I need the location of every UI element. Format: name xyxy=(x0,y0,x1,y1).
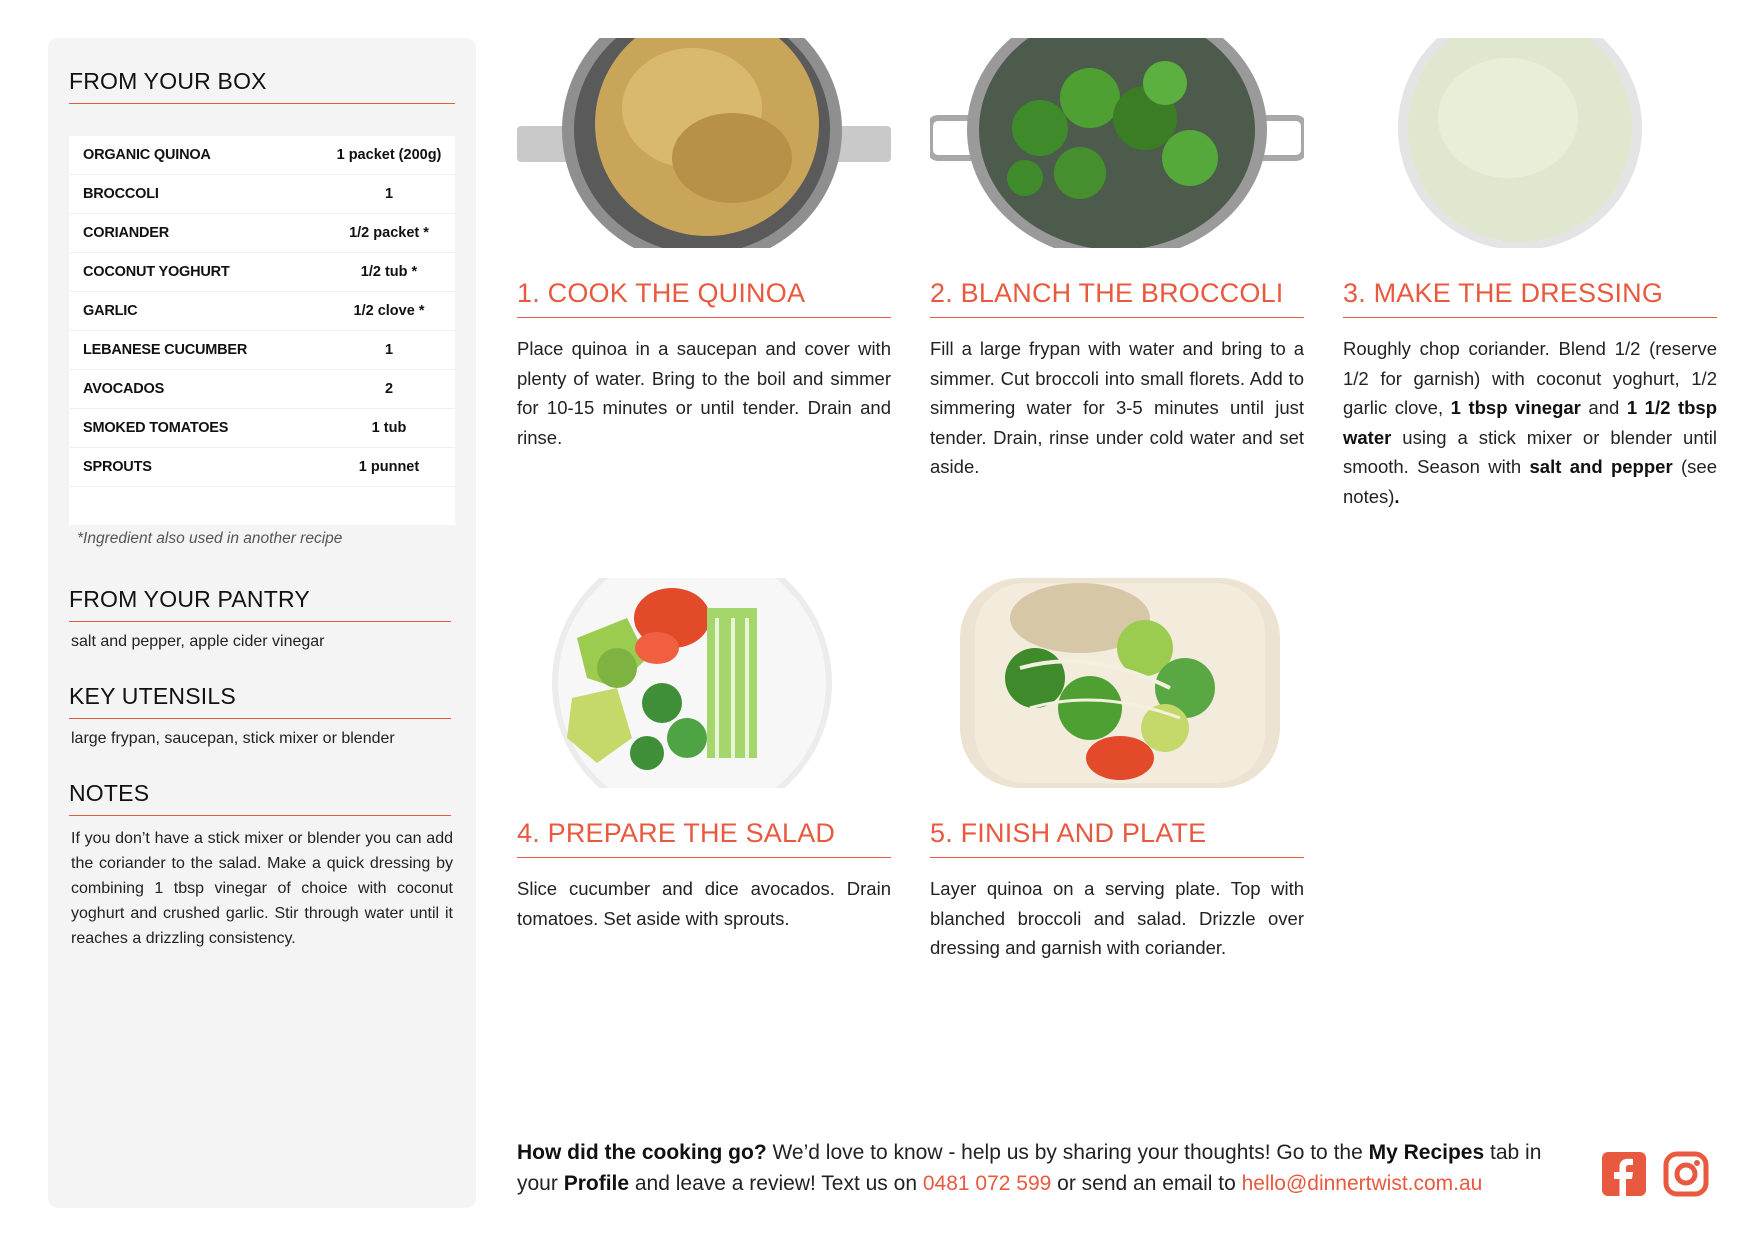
step-1-text: Place quinoa in a saucepan and cover with plenty of water. Bring to the boil and simmer for 10-15 minutes or until tender. Drain and rinse. xyxy=(517,338,891,448)
footer-text-2: tab in your xyxy=(517,1141,1542,1195)
step-3-title: 3. MAKE THE DRESSING xyxy=(1343,278,1717,318)
ingredient-qty: 1 punnet xyxy=(358,459,420,475)
phone-link[interactable]: 0481 072 599 xyxy=(922,1172,1052,1195)
from-your-box-heading: FROM YOUR BOX xyxy=(69,68,455,104)
key-utensils-heading: KEY UTENSILS xyxy=(69,683,451,719)
footer-text-1: We’d love to know - help us by sharing your thoughts! Go to the xyxy=(766,1141,1369,1164)
ingredient-row xyxy=(69,370,455,409)
footer-my-recipes: My Recipes xyxy=(1368,1141,1485,1164)
from-your-pantry-heading: FROM YOUR PANTRY xyxy=(69,586,451,622)
step-3-text-1: Roughly chop coriander. Blend 1/2 (reserve 1/2 for garnish) with coconut yoghurt, 1/2 garlic clove, xyxy=(1343,338,1717,418)
ingredient-qty: 1/2 packet * xyxy=(349,225,429,241)
dressing-bowl-photo xyxy=(1343,38,1717,248)
footer-text-4: or send an email to xyxy=(1051,1172,1242,1195)
ingredient-row xyxy=(69,253,455,292)
ingredient-footnote: *Ingredient also used in another recipe xyxy=(77,530,343,547)
step-3-text-3: using a stick mixer or blender until smooth. Season with xyxy=(1343,426,1717,477)
ingredient-row xyxy=(69,331,455,370)
ingredient-row xyxy=(69,175,455,214)
broccoli-pot-photo xyxy=(930,38,1304,248)
ingredient-name: CORIANDER xyxy=(83,225,170,241)
step-5-title: 5. FINISH AND PLATE xyxy=(930,818,1304,858)
notes-text: If you don’t have a stick mixer or blender you can add the coriander to the salad. Make a quick dressing by combining 1 tbsp vinegar of choice with coconut yoghurt and crushed garlic. Stir through water until it reaches a drizzling consistency. xyxy=(71,830,453,947)
notes-heading: NOTES xyxy=(69,780,451,816)
step-1-title: 1. COOK THE QUINOA xyxy=(517,278,891,318)
instagram-icon[interactable] xyxy=(1663,1151,1709,1197)
ingredient-name: GARLIC xyxy=(83,303,138,319)
ingredient-qty: 1/2 clove * xyxy=(353,303,425,319)
ingredient-qty: 1 packet (200g) xyxy=(336,147,442,163)
step-3-text-2: and xyxy=(1580,397,1627,418)
step-4-title: 4. PREPARE THE SALAD xyxy=(517,818,891,858)
ingredient-name: SPROUTS xyxy=(83,459,152,475)
ingredient-row xyxy=(69,214,455,253)
ingredient-row xyxy=(69,136,455,175)
ingredient-name: SMOKED TOMATOES xyxy=(83,420,229,436)
step-5-text: Layer quinoa on a serving plate. Top with blanched broccoli and salad. Drizzle over dressing and garnish with coriander. xyxy=(930,878,1304,958)
ingredient-qty: 2 xyxy=(384,381,394,397)
step-3-vinegar: 1 tbsp vinegar xyxy=(1450,397,1581,418)
feedback-footer xyxy=(517,1137,1577,1199)
ingredient-qty: 1 xyxy=(384,342,394,358)
pantry-text: salt and pepper, apple cider vinegar xyxy=(71,633,325,650)
ingredients-sidebar xyxy=(48,38,476,1208)
footer-question: How did the cooking go? xyxy=(517,1141,767,1164)
ingredient-row xyxy=(69,409,455,448)
email-link[interactable]: hello@dinnertwist.com.au xyxy=(1241,1172,1483,1195)
ingredient-name: AVOCADOS xyxy=(83,381,165,397)
footer-profile: Profile xyxy=(563,1172,630,1195)
step-3-salt-pepper: salt and pepper xyxy=(1529,456,1673,477)
step-2-text: Fill a large frypan with water and bring to a simmer. Cut broccoli into small florets. Add to simmering water for 3-5 minutes until just tender. Drain, rinse under cold water and set aside. xyxy=(930,338,1304,477)
footer-text-3: and leave a review! Text us on xyxy=(629,1172,923,1195)
ingredient-qty: 1/2 tub * xyxy=(360,264,418,280)
ingredient-name: COCONUT YOGHURT xyxy=(83,264,230,280)
ingredient-row xyxy=(69,448,455,487)
ingredient-qty: 1 tub xyxy=(371,420,407,436)
ingredients-table xyxy=(69,136,455,525)
step-3-period: . xyxy=(1394,485,1400,507)
step-3-text xyxy=(1343,334,1717,511)
ingredient-name: ORGANIC QUINOA xyxy=(83,147,211,163)
utensils-text: large frypan, saucepan, stick mixer or blender xyxy=(71,730,395,747)
ingredient-row xyxy=(69,292,455,331)
ingredient-name: BROCCOLI xyxy=(83,186,159,202)
quinoa-strainer-photo xyxy=(517,38,891,248)
ingredient-row-empty xyxy=(69,487,455,525)
ingredient-name: LEBANESE CUCUMBER xyxy=(83,342,248,358)
facebook-icon[interactable] xyxy=(1601,1151,1647,1197)
step-3-text-4: (see notes) xyxy=(1343,456,1717,507)
salad-plate-photo xyxy=(517,578,891,788)
step-4-text: Slice cucumber and dice avocados. Drain tomatoes. Set aside with sprouts. xyxy=(517,878,891,929)
step-3-water: 1 1/2 tbsp water xyxy=(1343,397,1717,448)
step-2-title: 2. BLANCH THE BROCCOLI xyxy=(930,278,1304,318)
finished-bowl-photo xyxy=(930,578,1304,788)
ingredient-qty: 1 xyxy=(384,186,394,202)
